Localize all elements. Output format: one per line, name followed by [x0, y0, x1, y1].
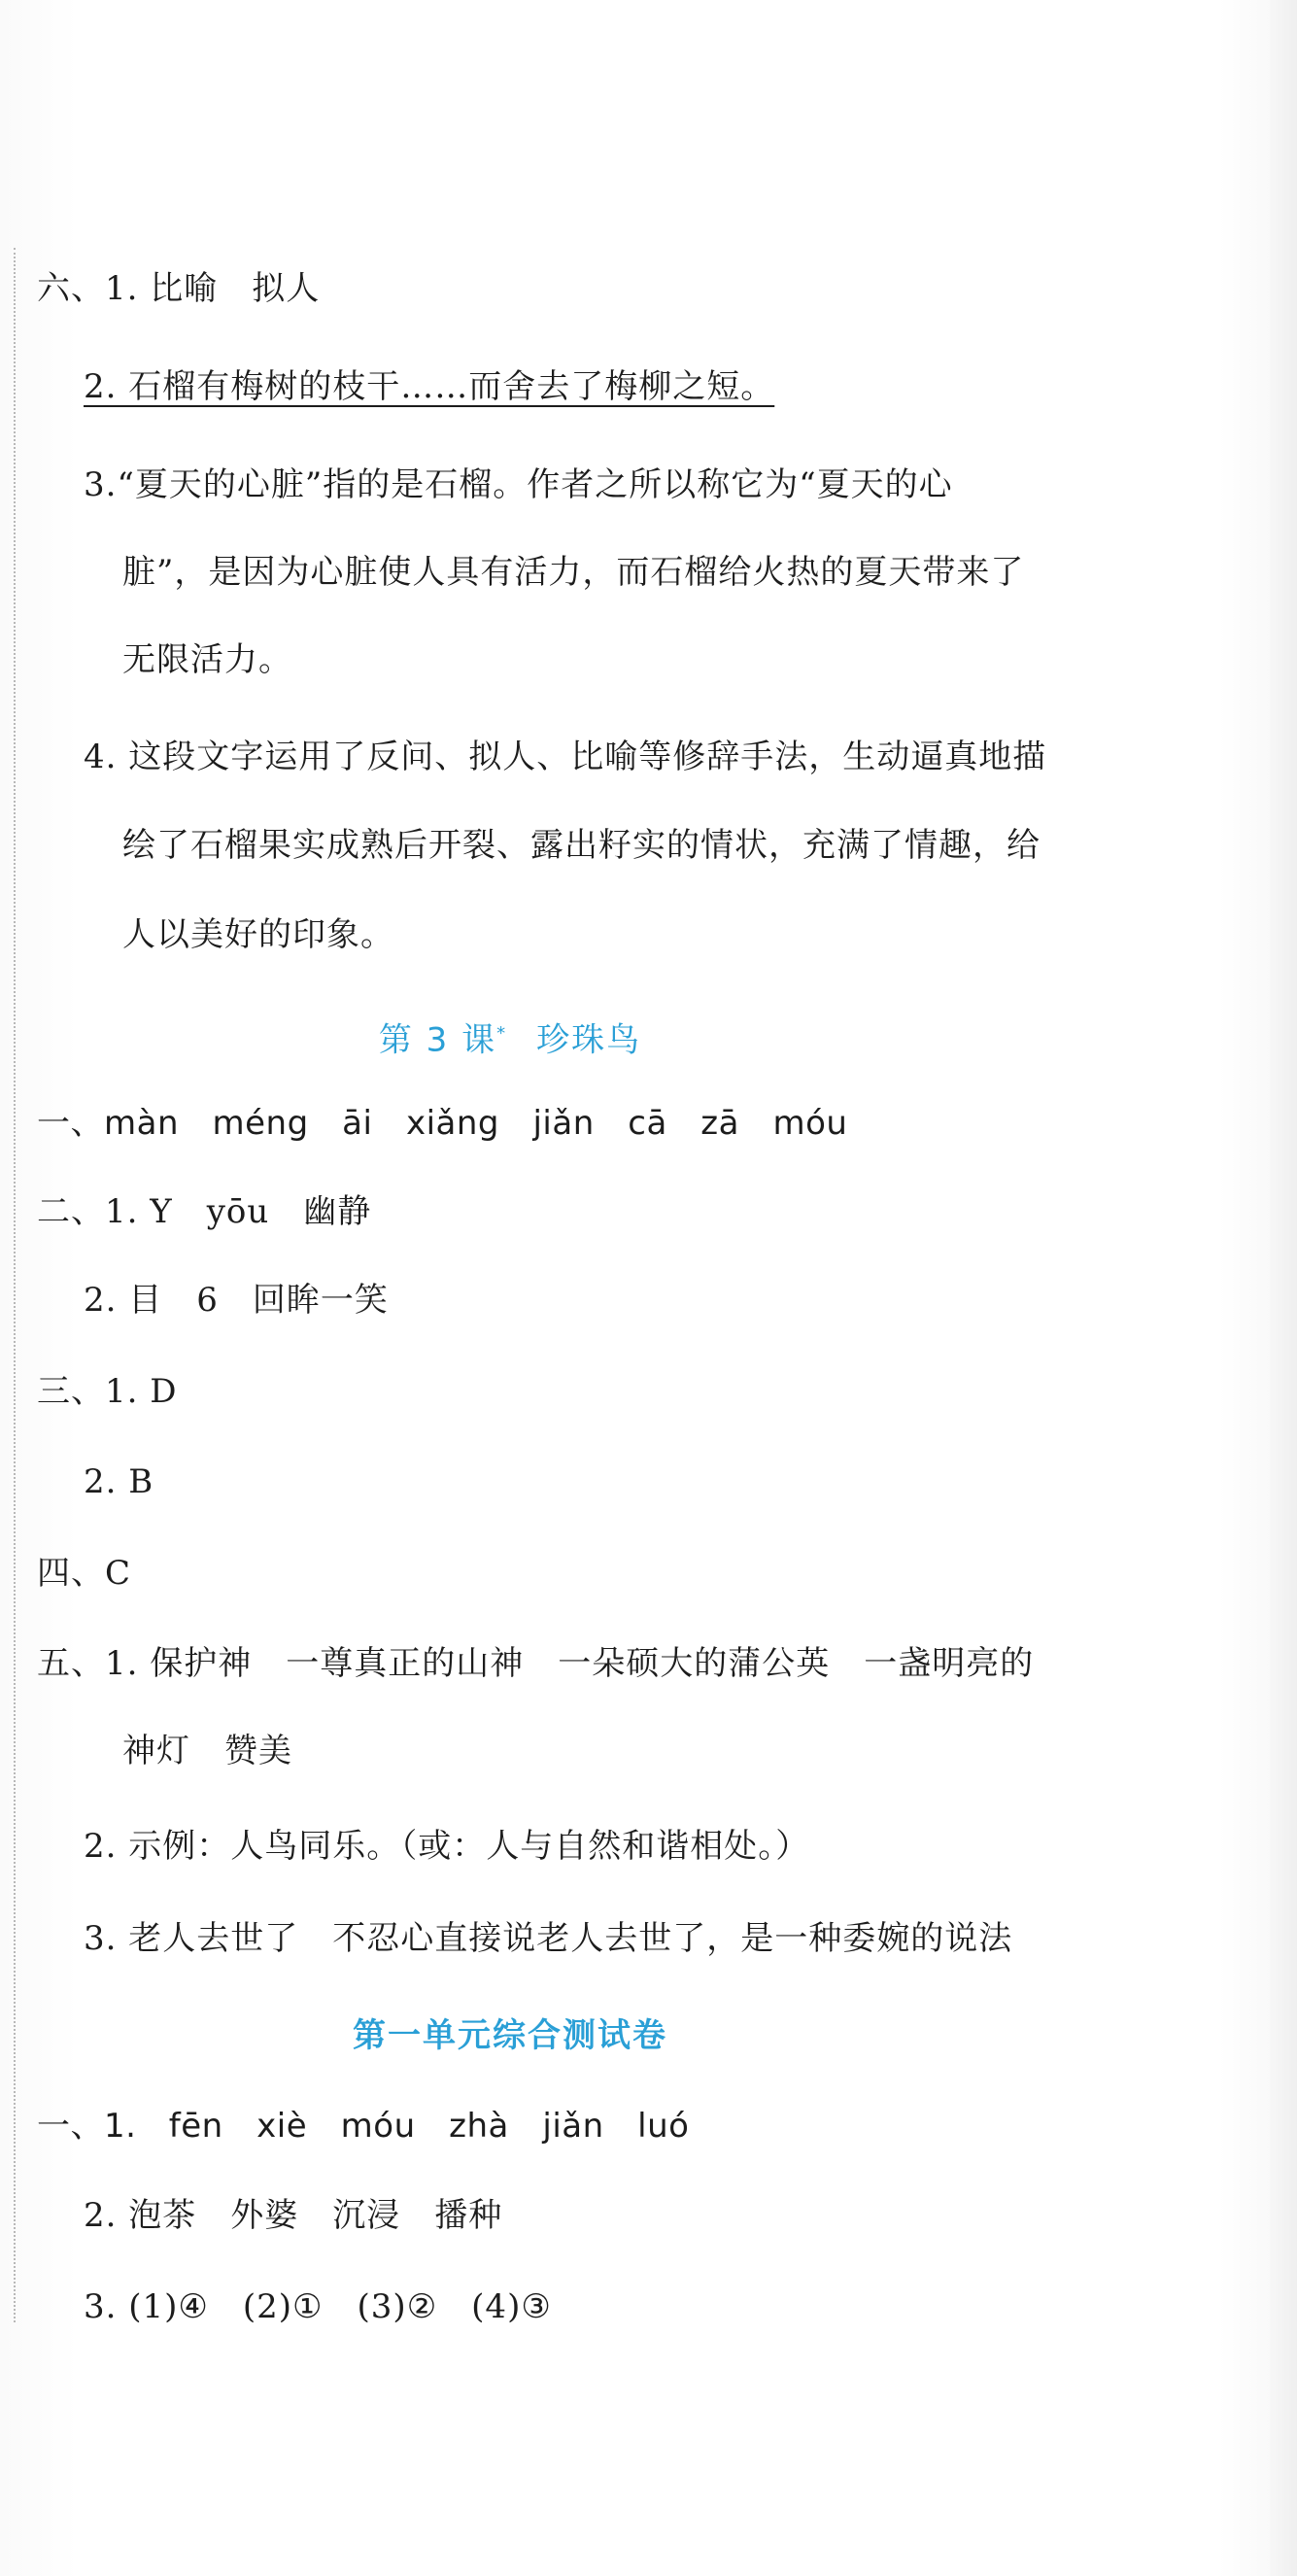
answer-6-4-line3: 人以美好的印象。: [122, 915, 394, 954]
answer-6-2: 2. 石榴有梅树的枝干……而舍去了梅柳之短。: [84, 367, 775, 406]
lesson3-answer-5-1-line2: 神灯 赞美: [122, 1732, 292, 1770]
lesson-asterisk: *: [496, 1023, 508, 1044]
answer-6-4-line1: 4. 这段文字运用了反问、拟人、比喻等修辞手法，生动逼真地描: [84, 738, 1047, 776]
lesson-name: 珍珠鸟: [536, 1020, 642, 1060]
lesson-heading: [0, 1013, 1020, 1061]
answer-6-3-line2: 脏”，是因为心脏使人具有活力，而石榴给火热的夏天带来了: [122, 553, 1025, 592]
lesson3-answer-1: 一、màn méng āi xiǎng jiǎn cā zā móu: [37, 1104, 848, 1143]
unit-test-answer-1-3: 3. (1)④ (2)① (3)② (4)③: [84, 2287, 552, 2326]
answer-6-4-line2: 绘了石榴果实成熟后开裂、露出籽实的情状，充满了情趣，给: [122, 826, 1041, 865]
unit-test-answer-1-2: 2. 泡茶 外婆 沉浸 播种: [84, 2196, 503, 2235]
lesson3-answer-5-1-line1: 五、1. 保护神 一尊真正的山神 一朵硕大的蒲公英 一盏明亮的: [37, 1644, 1035, 1683]
lesson3-answer-2-1: 二、1. Y yōu 幽静: [37, 1192, 372, 1231]
lesson3-answer-5-2: 2. 示例：人鸟同乐。（或：人与自然和谐相处。）: [84, 1827, 810, 1866]
unit-test-answer-1-1: 一、1. fēn xiè móu zhà jiǎn luó: [37, 2107, 690, 2146]
lesson3-answer-3-1: 三、1. D: [37, 1372, 178, 1411]
answer-6-1: 六、1. 比喻 拟人: [37, 269, 321, 308]
answer-6-3-line3: 无限活力。: [122, 640, 292, 679]
lesson3-answer-5-3: 3. 老人去世了 不忍心直接说老人去世了，是一种委婉的说法: [84, 1919, 1013, 1958]
answer-6-3-line1: 3.“夏天的心脏”指的是石榴。作者之所以称它为“夏天的心: [84, 465, 953, 504]
lesson-number: 第 3 课: [378, 1020, 497, 1060]
lesson3-answer-2-2: 2. 目 6 回眸一笑: [84, 1281, 389, 1320]
lesson3-answer-3-2: 2. B: [84, 1462, 154, 1501]
unit-test-heading: 第一单元综合测试卷: [353, 2016, 667, 2055]
lesson3-answer-4: 四、C: [37, 1554, 132, 1593]
